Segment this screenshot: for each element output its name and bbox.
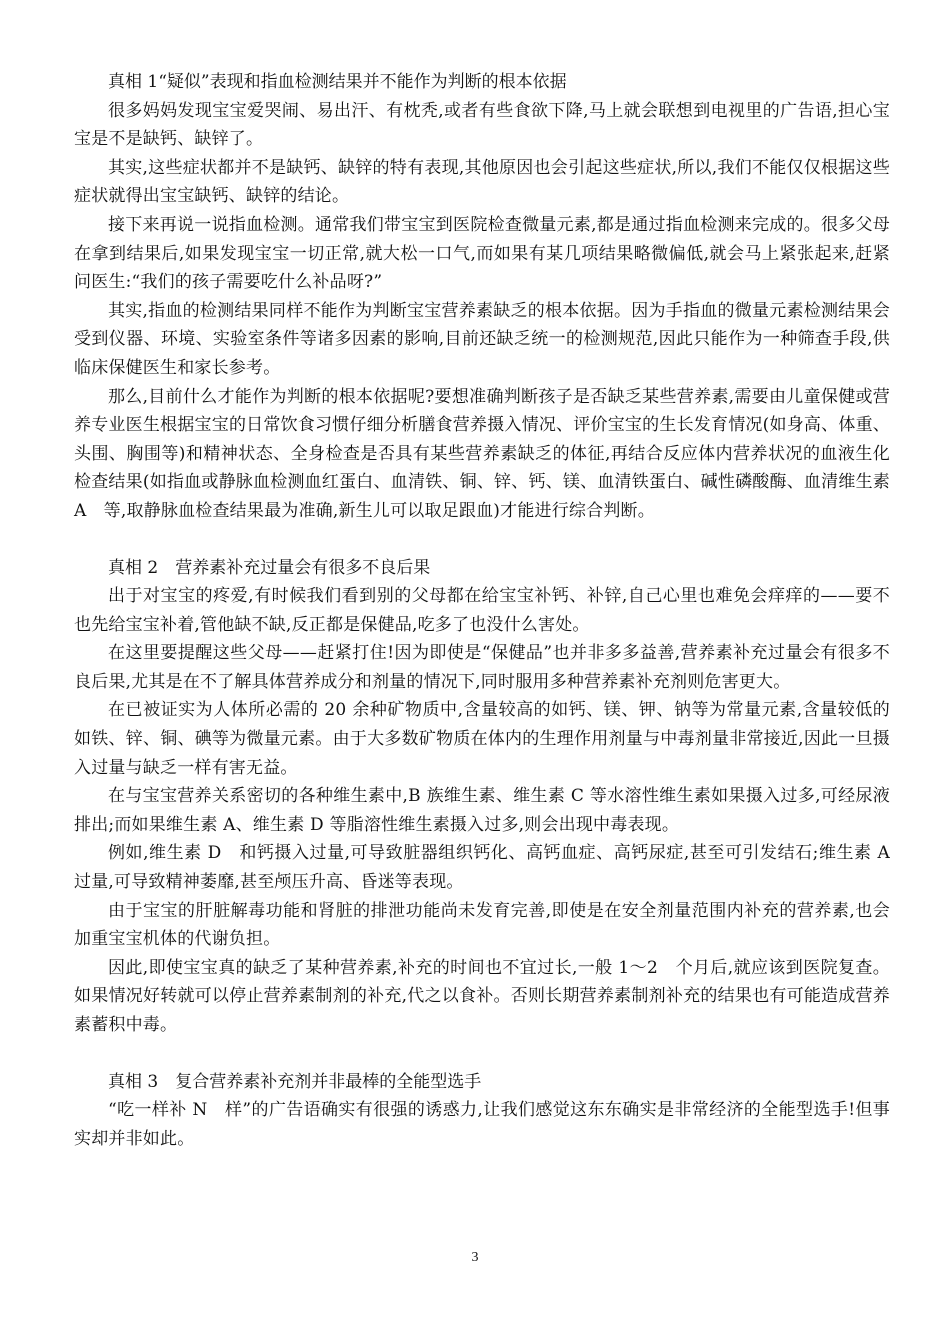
section-1-paragraph: 接下来再说一说指血检测。通常我们带宝宝到医院检查微量元素,都是通过指血检测来完成的。很多父母在拿到结果后,如果发现宝宝一切正常,就大松一口气,而如果有某几项结果略微偏低,就会马上紧张起来,赶紧问医生:“我们的孩子需要吃什么补品呀?” xyxy=(74,214,890,293)
section-3-paragraph: “吃一样补 N 样”的广告语确实有很强的诱惑力,让我们感觉这东东确实是非常经济的全能型选手!但事实却并非如此。 xyxy=(74,1100,890,1149)
section-1-heading: 真相 1“疑似”表现和指血检测结果并不能作为判断的根本依据 xyxy=(108,72,567,92)
section-spacer xyxy=(74,1040,890,1068)
section-2-paragraph: 例如,维生素 D 和钙摄入过量,可导致脏器组织钙化、高钙血症、高钙尿症,甚至可引发结石;维生素 A 过量,可导致精神萎靡,甚至颅压升高、昏迷等表现。 xyxy=(74,843,908,893)
section-1-paragraph: 很多妈妈发现宝宝爱哭闹、易出汗、有枕秃,或者有些食欲下降,马上就会联想到电视里的广告语,担心宝宝是不是缺钙、缺锌了。 xyxy=(74,100,890,150)
section-1-paragraph: 其实,指血的检测结果同样不能作为判断宝宝营养素缺乏的根本依据。因为手指血的微量元素检测结果会受到仪器、环境、实验室条件等诸多因素的影响,目前还缺乏统一的检测规范,因此只能作为一种筛查手段,供临床保健医生和家长参考。 xyxy=(74,300,890,378)
section-2-paragraph: 因此,即使宝宝真的缺乏了某种营养素,补充的时间也不宜过长,一般 1～2 个月后,就应该到医院复查。如果情况好转就可以停止营养素制剂的补充,代之以食补。否则长期营养素制剂补充的结果也有可能造成营养素蓄积中毒。 xyxy=(74,957,890,1035)
document-body xyxy=(74,68,908,1153)
section-2-heading: 真相 2 营养素补充过量会有很多不良后果 xyxy=(108,557,431,578)
section-2-paragraph: 由于宝宝的肝脏解毒功能和肾脏的排泄功能尚未发育完善,即使是在安全剂量范围内补充的营养素,也会加重宝宝机体的代谢负担。 xyxy=(74,900,890,950)
section-2-paragraph: 出于对宝宝的疼爱,有时候我们看到别的父母都在给宝宝补钙、补锌,自己心里也难免会痒痒的——要不也先给宝宝补着,管他缺不缺,反正都是保健品,吃多了也没什么害处。 xyxy=(74,586,890,635)
section-3-heading: 真相 3 复合营养素补充剂并非最棒的全能型选手 xyxy=(108,1071,482,1092)
page-number: 3 xyxy=(471,1250,479,1265)
section-2-paragraph: 在这里要提醒这些父母——赶紧打住!因为即使是“保健品”也并非多多益善,营养素补充过量会有很多不良后果,尤其是在不了解具体营养成分和剂量的情况下,同时服用多种营养素补充剂则危害更大。 xyxy=(74,643,890,692)
section-1-paragraph: 那么,目前什么才能作为判断的根本依据呢?要想准确判断孩子是否缺乏某些营养素,需要由儿童保健或营养专业医生根据宝宝的日常饮食习惯仔细分析膳食营养摄入情况、评价宝宝的生长发育情况(如身高、体重、头围、胸围等)和精神状态、全身检查是否具有某些营养素缺乏的体征,再结合反应体内营养状况的血液生化检查结果(如指血或静脉血检测血红蛋白、血清铁、铜、锌、钙、镁、血清铁蛋白、碱性磷酸酶、血清维生素 A 等,取静脉血检查结果最为准确,新生儿可以取足跟血)才能进行综合判断。 xyxy=(74,386,890,521)
section-2-paragraph: 在与宝宝营养关系密切的各种维生素中,B 族维生素、维生素 C 等水溶性维生素如果摄入过多,可经尿液排出;而如果维生素 A、维生素 D 等脂溶性维生素摄入过多,则会出现中毒表现。 xyxy=(74,786,890,835)
section-spacer xyxy=(74,526,890,554)
section-2-paragraph: 在已被证实为人体所必需的 20 余种矿物质中,含量较高的如钙、镁、钾、钠等为常量元素,含量较低的如铁、锌、铜、碘等为微量元素。由于大多数矿物质在体内的生理作用剂量与中毒剂量非常接近,因此一旦摄入过量与缺乏一样有害无益。 xyxy=(74,700,890,778)
section-1-paragraph: 其实,这些症状都并不是缺钙、缺锌的特有表现,其他原因也会引起这些症状,所以,我们不能仅仅根据这些症状就得出宝宝缺钙、缺锌的结论。 xyxy=(74,157,890,207)
